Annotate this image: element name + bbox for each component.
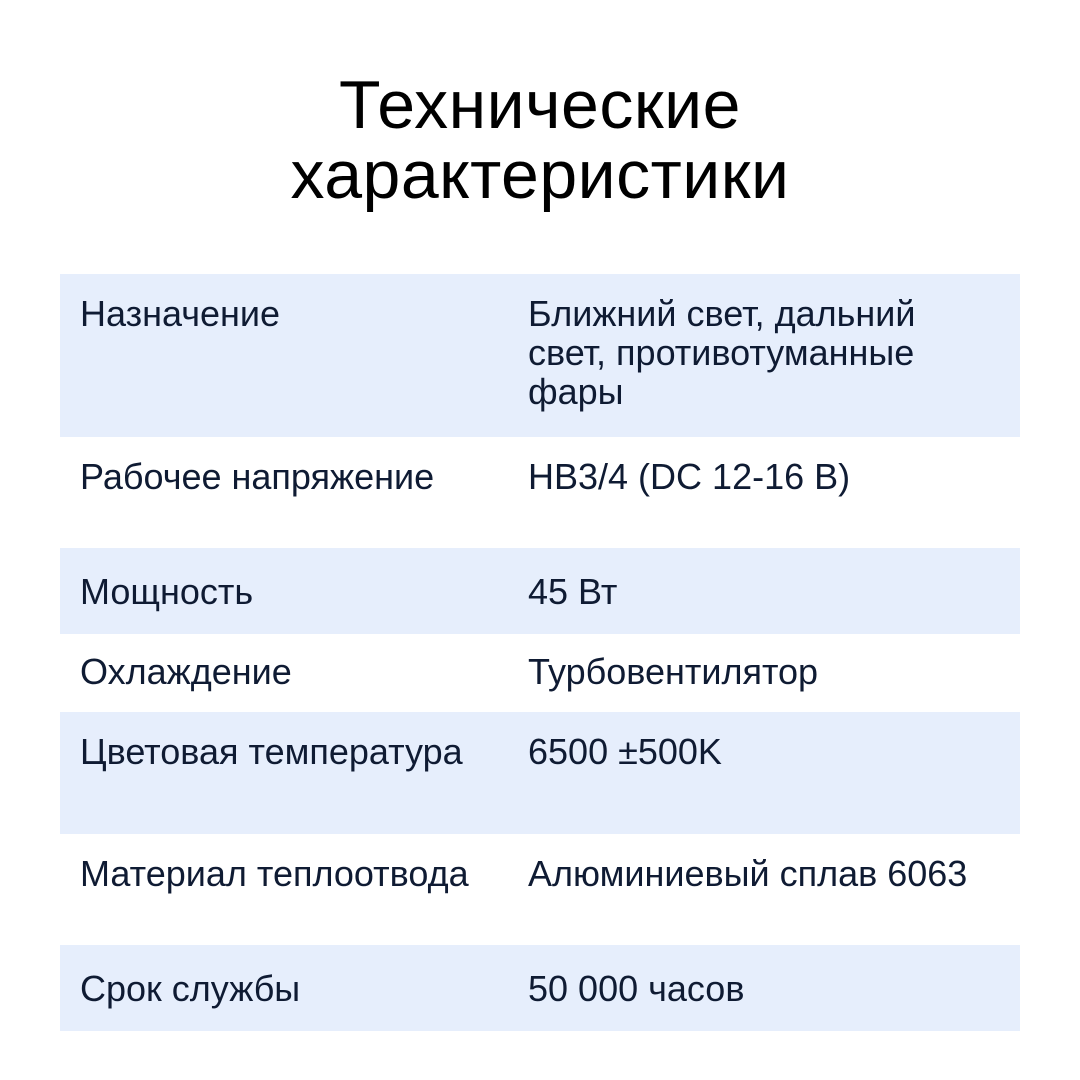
spec-row-voltage xyxy=(60,437,1020,548)
spec-value: Ближний свет, дальний свет, противотуманные фары xyxy=(528,274,1020,437)
spec-row-heatsink-material xyxy=(60,834,1020,945)
spec-label: Материал теплоотвода xyxy=(80,853,469,894)
spec-row-color-temperature xyxy=(60,712,1020,834)
spec-value: 50 000 часов xyxy=(528,945,1020,1031)
spec-row-cooling xyxy=(60,634,1020,712)
page-title-line-2: характеристики xyxy=(290,137,790,213)
spec-value: 6500 ±500K xyxy=(528,712,1020,834)
spec-label: Мощность xyxy=(60,548,528,634)
spec-row-power xyxy=(60,548,1020,634)
spec-label: Цветовая температура xyxy=(60,712,528,834)
spec-value: HB3/4 (DC 12-16 В) xyxy=(528,456,851,497)
spec-value: Турбовентилятор xyxy=(528,651,819,692)
spec-table xyxy=(60,274,1020,1031)
spec-label: Охлаждение xyxy=(80,651,292,692)
spec-row-lifespan xyxy=(60,945,1020,1031)
spec-label: Назначение xyxy=(60,274,528,437)
spec-label: Срок службы xyxy=(60,945,528,1031)
page-title-line-1: Технические xyxy=(339,67,741,143)
spec-value: Алюминиевый сплав 6063 xyxy=(528,853,968,894)
spec-value: 45 Вт xyxy=(528,548,1020,634)
page-title xyxy=(0,67,1080,213)
spec-row-purpose xyxy=(60,274,1020,437)
spec-label: Рабочее напряжение xyxy=(80,456,435,497)
